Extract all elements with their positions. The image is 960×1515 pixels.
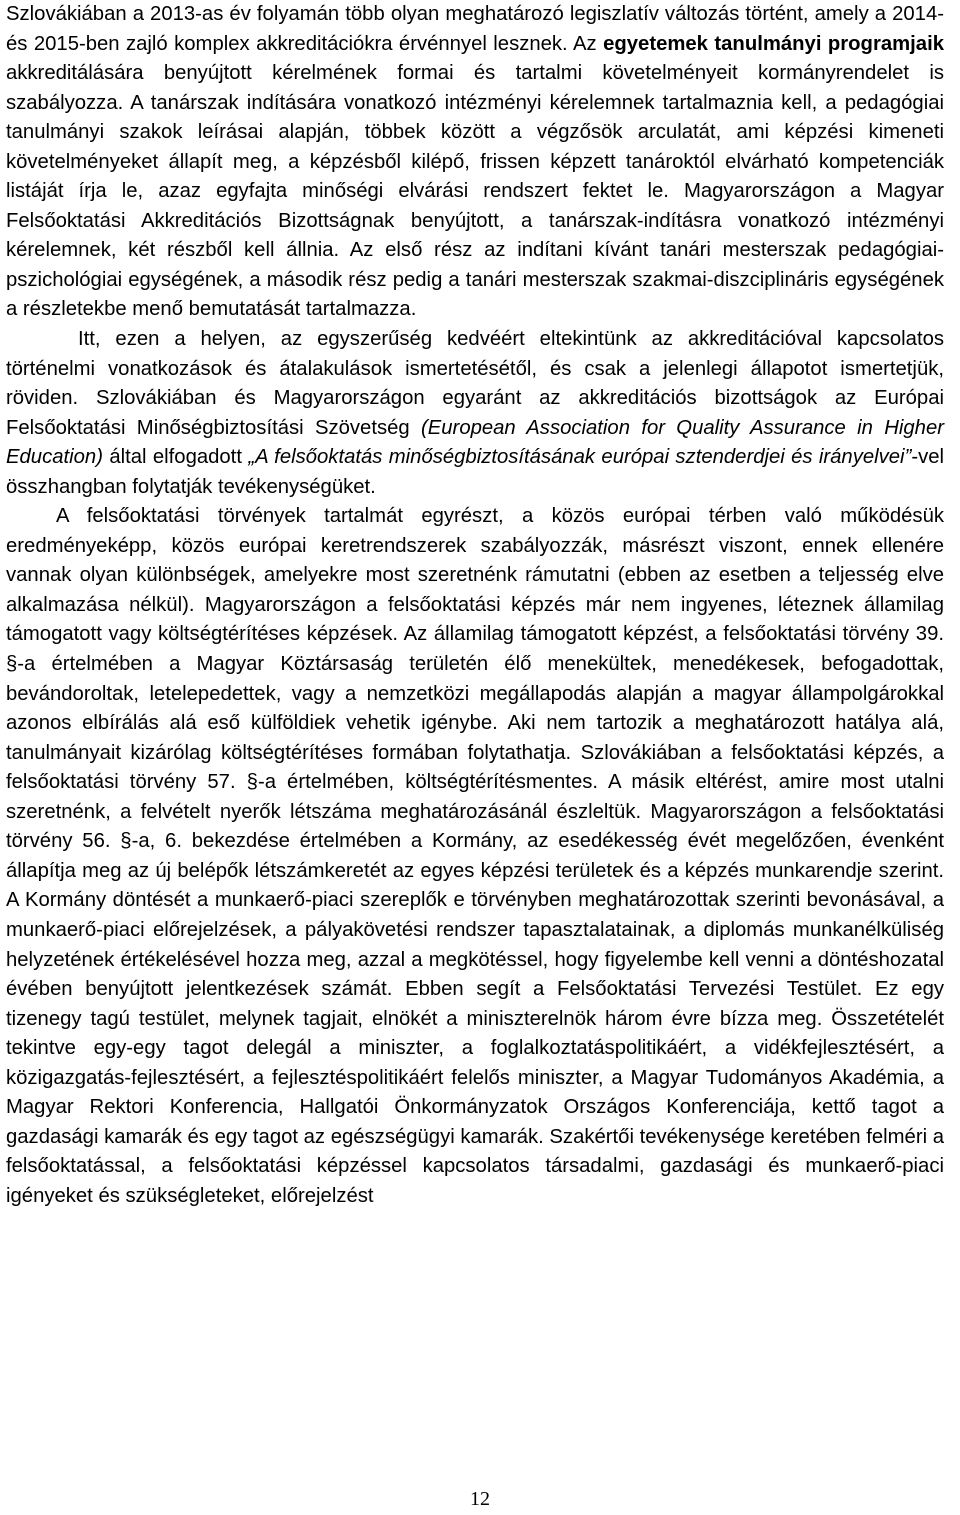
paragraph-2-text-c: -vel összhangban folytatják tevékenységüket. [6,446,945,498]
paragraph-2-italic-english-name: (European Association for Quality Assurance in Higher Education) [6,416,944,469]
paragraph-3 [6,502,944,1211]
paragraph-2-text-a: Itt, ezen a helyen, az egyszerűség kedvéért eltekintünk az akkreditációval kapcsolatos történelmi vonatkozások és átalakulások ismertetésétől, és csak a jelenlegi állapotot ismertetjük, röviden. Szlovákiában és Magyarországon egyaránt az akkreditációs bizottságok az Európai Felsőoktatási Minőségbiztosítási Szövetség [6,328,944,439]
paragraph-3-text: A felsőoktatási törvények tartalmát egyrészt, a közös európai térben való működésük eredményeképp, közös európai keretrendszerek szabályozzák, másrészt viszont, ennek ellenére vannak olyan különbségek, amelyekre most szeretnénk rámutatni (ebben az esetben a teljesség elve alkalmazása nélkül). Magyarországon a felsőoktatási képzés már nem ingyenes, léteznek államilag támogatott vagy költségtérítéses képzések. Az államilag támogatott képzést, a felsőoktatási törvény 39. §-a értelmében a Magyar Köztársaság területén élő menekültek, menedékesek, befogadottak, bevándoroltak, letelepedettek, vagy a nemzetközi megállapodás alapján a magyar állampolgárokkal azonos elbírálás alá eső külföldiek vehetik igénybe. Aki nem tartozik a meghatározott hatálya alá, tanulmányait kizárólag költségtérítéses formában folytathatja. Szlovákiában a felsőoktatási képzés, a felsőoktatási törvény 57. §-a értelmében, költségtérítésmentes. A másik eltérést, amire most utalni szeretnénk, a felvételt nyerők létszáma meghatározásánál észleltük. Magyarországon a felsőoktatási törvény 56. §-a, 6. bekezdése értelmében a Kormány, az esedékesség évét megelőzően, évenként állapítja meg az új belépők létszámkeretét az egyes képzési területek és a képzés munkarendje szerint. A Kormány döntését a munkaerő-piaci szereplők e törvényben meghatározottak szerinti bevonásával, a munkaerő-piaci előrejelzések, a pályakövetési rendszer tapasztalatainak, a diplomás munkanélküliség helyzetének értékelésével hozza meg, azzal a megkötéssel, hogy figyelembe kell venni a döntéshozatal évében benyújtott jelentkezések számát. Ebben segít a Felsőoktatási Tervezési Testület. Ez egy tizenegy tagú testület, melynek tagjait, elnökét a miniszterelnök három évre bízza meg. Összetételét tekintve egy-egy tagot delegál a miniszter, a foglalkoztatáspolitikáért, a vidékfejlesztésért, a közigazgatás-fejlesztésért, a fejlesztéspolitikáért felelős miniszter, a Magyar Tudományos Akadémia, a Magyar Rektori Konferencia, Hallgatói Önkormányzatok Országos Konferenciája, kettő tagot a gazdasági kamarák és egy tagot az egészségügyi kamarák. Szakértői tevékenysége keretében felméri a felsőoktatással, a felsőoktatási képzéssel kapcsolatos társadalmi, gazdasági és munkaerő-piaci igényeket és szükségleteket, előrejelzést [6,505,944,1207]
page-number: 12 [470,1488,490,1510]
paragraph-1-bold-phrase: egyetemek tanulmányi programjaik [603,32,944,55]
paragraph-2-text-b: által elfogadott [102,446,249,469]
paragraph-2 [6,325,944,502]
document-body [6,0,944,1211]
paragraph-2-italic-title: „A felsőoktatás minőségbiztosításának európai sztenderdjei és irányelvei” [248,446,912,469]
paragraph-1-text-b: akkreditálására benyújtott kérelmének formai és tartalmi követelményeit kormányrendelet is szabályozza. A tanárszak indítására vonatkozó intézményi kérelemnek tartalmaznia kell, a pedagógiai tanulmányi szakok leírásai alapján, többek között a végzősök arculatát, ami képzési kimeneti követelményeket állapít meg, a képzésből kilépő, frissen képzett tanároktól elvárható kompetenciák listáját írja le, azaz egyfajta minőségi elvárási rendszert fektet le. Magyarországon a Magyar Felsőoktatási Akkreditációs Bizottságnak benyújtott, a tanárszak-indításra vonatkozó intézményi kérelemnek, két részből kell állnia. Az első rész az indítani kívánt tanári mesterszak pedagógiai-pszichológiai egységének, a második rész pedig a tanári mesterszak szakmai-diszciplináris egységének a részletekbe menő bemutatását tartalmazza. [6,62,944,321]
paragraph-1-text-a: Szlovákiában a 2013-as év folyamán több olyan meghatározó legiszlatív változás történt, amely a 2014- és 2015-ben zajló komplex akkreditációkra érvénnyel lesznek. Az [6,3,944,55]
paragraph-1 [6,0,944,325]
